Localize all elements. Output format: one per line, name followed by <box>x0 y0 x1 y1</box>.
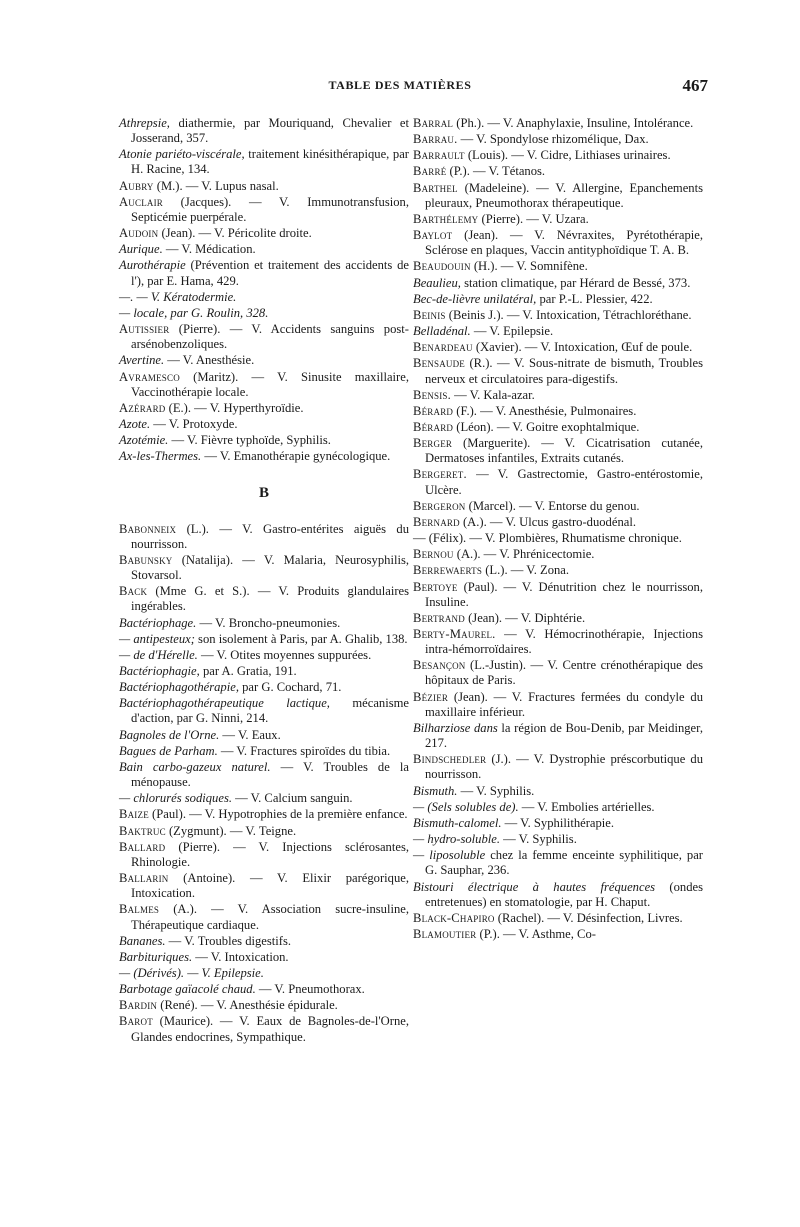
entry-text: — V. Fractures spiroïdes du tibia. <box>217 743 391 758</box>
entry-heading: Bergeron <box>413 498 466 513</box>
index-entry <box>413 927 703 942</box>
entry-text: (E.). — V. Hyperthyroïdie. <box>165 400 304 415</box>
entry-heading: Bismuth. <box>413 783 458 798</box>
index-entry <box>413 148 703 163</box>
index-entry <box>119 116 409 146</box>
entry-heading: Bactériophagothérapeutique lactique, <box>119 696 330 711</box>
entry-heading: Benardeau <box>413 340 473 355</box>
index-entry <box>119 1014 409 1044</box>
index-entry <box>119 934 409 949</box>
entry-text: (Paul). — V. Hypotrophies de la première enfance. <box>148 807 408 822</box>
entry-heading: Bain carbo-gazeux naturel. <box>119 759 271 774</box>
entry-heading: Bertrand <box>413 610 465 625</box>
running-head <box>0 78 800 102</box>
entry-heading: Bactériophage. <box>119 615 197 630</box>
index-entry <box>413 752 703 782</box>
index-entry <box>413 340 703 355</box>
index-entry <box>413 324 703 339</box>
index-entry <box>119 584 409 614</box>
entry-text: — V. Spondylose rhizomélique, Dax. <box>457 132 649 147</box>
index-entry <box>413 721 703 751</box>
entry-heading: Azote. <box>119 416 151 431</box>
entry-heading: Balmes <box>119 902 160 917</box>
entry-heading: Bérard <box>413 419 454 434</box>
index-entry <box>119 871 409 901</box>
index-entry <box>413 515 703 530</box>
entry-heading: Bensis. <box>413 387 451 402</box>
index-entry <box>119 147 409 177</box>
entry-heading: Baktruc <box>119 823 166 838</box>
index-entry <box>119 322 409 352</box>
entry-heading: Barrau. <box>413 132 458 147</box>
index-entry <box>413 499 703 514</box>
entry-text: diathermie, par Mouriquand, Chevalier et Josserand, 357. <box>131 116 409 146</box>
index-entry <box>119 982 409 997</box>
entry-text: —. — V. Kératodermie. <box>119 289 237 304</box>
entry-text: traitement kinésithérapique, par H. Racine, 134. <box>131 147 409 177</box>
index-entry <box>119 258 409 288</box>
entry-heading: Bernard <box>413 514 460 529</box>
index-entry <box>413 880 703 910</box>
entry-text: (P.). — V. Asthme, Co- <box>476 926 596 941</box>
index-entry <box>119 290 409 305</box>
index-entry <box>119 840 409 870</box>
entry-heading: Bilharziose dans <box>413 720 498 735</box>
index-entry <box>413 832 703 847</box>
entry-text: (L.). — V. Zona. <box>482 563 570 578</box>
entry-heading: Aurique. <box>119 242 163 257</box>
entry-heading: Bézier <box>413 689 449 704</box>
entry-heading: Barré <box>413 164 447 179</box>
entry-text: (ondes entretenues) en stomatologie, par H. Chaput. <box>425 879 703 909</box>
entry-text: (M.). — V. Lupus nasal. <box>153 178 279 193</box>
entry-text: — V. Médication. <box>162 242 256 257</box>
index-entry <box>119 791 409 806</box>
index-entry <box>119 902 409 932</box>
entry-text: (Xavier). — V. Intoxication, Œuf de poule. <box>472 340 693 355</box>
index-entry <box>413 436 703 466</box>
entry-text: (A.). — V. Ulcus gastro-duodénal. <box>459 514 636 529</box>
index-entry <box>413 627 703 657</box>
index-entry <box>413 848 703 878</box>
entry-text: (Beinis J.). — V. Intoxication, Tétrachloréthane. <box>445 307 692 322</box>
entry-heading: Bertoye <box>413 579 458 594</box>
entry-heading: Bananes. <box>119 933 166 948</box>
entry-text: (Jacques). — V. Immunotransfusion, Septicémie puerpérale. <box>131 194 409 224</box>
index-entry <box>119 966 409 981</box>
entry-text: (Zygmunt). — V. Teigne. <box>165 823 297 838</box>
index-entry <box>413 132 703 147</box>
index-entry <box>413 259 703 274</box>
entry-heading: Belladénal. <box>413 324 471 339</box>
entry-heading: Bernou <box>413 547 454 562</box>
entry-text: — V. Gastrectomie, Gastro-entérostomie, Ulcère. <box>425 467 703 497</box>
entry-text: (Jean). — V. Péricolite droite. <box>158 226 312 241</box>
entry-text: (Madeleine). — V. Allergine, Epanchements pleuraux, Pneumothorax thérapeutique. <box>425 180 703 210</box>
index-entry <box>413 690 703 720</box>
index-entry <box>413 181 703 211</box>
entry-text: — V. Kala-azar. <box>450 387 535 402</box>
entry-heading: — chlorurés sodiques. <box>119 791 232 806</box>
index-entry <box>413 228 703 258</box>
index-entry <box>413 784 703 799</box>
left-column <box>119 116 409 1046</box>
entry-text: station climatique, par Hérard de Bessé, 373. <box>460 275 691 290</box>
index-entry <box>413 276 703 291</box>
entry-heading: Autissier <box>119 322 170 337</box>
entry-text: (Louis). — V. Cidre, Lithiases urinaires. <box>464 148 671 163</box>
entry-heading: Bactériophagothérapie, <box>119 680 239 695</box>
entry-text: (Paul). — V. Dénutrition chez le nourrisson, Insuline. <box>425 579 703 609</box>
entry-text: (A.). — V. Association sucre-insuline, Thérapeutique cardiaque. <box>131 902 409 932</box>
entry-heading: — (Sels solubles de). <box>413 799 519 814</box>
entry-text: (Jean). — V. Névraxites, Pyrétothérapie, Sclérose en plaques, Vaccin antityphoïdique T. A. B. <box>425 228 703 258</box>
index-entry <box>413 911 703 926</box>
index-entry <box>119 522 409 552</box>
entry-text: — V. Syphilithérapie. <box>501 815 615 830</box>
entry-text: — V. Broncho-pneumonies. <box>196 615 341 630</box>
index-entry <box>119 760 409 790</box>
index-entry <box>413 420 703 435</box>
entry-text: (Marguerite). — V. Cicatrisation cutanée, Dermatoses infantiles, Extraits cutanés. <box>425 436 703 466</box>
entry-text: (J.). — V. Dystrophie préscorbutique du nourrisson. <box>425 752 703 782</box>
entry-heading: Avramesco <box>119 369 180 384</box>
section-letter: B <box>258 485 269 502</box>
entry-heading: — de d'Hérelle. <box>119 647 198 662</box>
entry-text: — V. Intoxication. <box>192 949 289 964</box>
entry-text: (Mme G. et S.). — V. Produits glandulaires ingérables. <box>131 584 409 614</box>
entry-text: (Maurice). — V. Eaux de Bagnoles-de-l'Orne, Glandes endocrines, Sympathique. <box>131 1014 409 1044</box>
entry-heading: Bactériophagie, <box>119 664 200 678</box>
entry-text: — V. Epilepsie. <box>470 324 554 339</box>
entry-heading: Blamoutier <box>413 926 477 941</box>
entry-heading: Babunsky <box>119 552 173 567</box>
index-entries-a <box>119 116 409 464</box>
entry-heading: Beaudouin <box>413 259 471 274</box>
index-entry <box>119 728 409 743</box>
entry-text: — locale, par G. Roulin, 328. <box>119 305 269 320</box>
entry-text: chez la femme enceinte syphilitique, par G. Sauphar, 236. <box>425 848 703 878</box>
entry-heading: Aubry <box>119 178 154 193</box>
entry-heading: Azotémie. <box>119 433 169 448</box>
entry-text: — V. Syphilis. <box>499 832 577 847</box>
index-entry <box>119 242 409 257</box>
entry-heading: Bergeret. <box>413 467 467 482</box>
entry-text: — V. Pneumothorax. <box>255 982 365 997</box>
index-entry <box>413 116 703 131</box>
entry-text: (Prévention et traitement des accidents de l'), par E. Hama, 429. <box>131 258 409 288</box>
entry-text: (H.). — V. Somnifène. <box>470 259 588 274</box>
entry-heading: Atonie pariéto-viscérale, <box>119 147 245 162</box>
entry-heading: — antipesteux; <box>119 631 195 646</box>
index-entry <box>413 580 703 610</box>
entry-text: (R.). — V. Sous-nitrate de bismuth, Troubles nerveux et circulatoires para-digestifs. <box>425 356 703 386</box>
entry-heading: Ballard <box>119 839 166 854</box>
entry-text: — V. Syphilis. <box>457 783 535 798</box>
entry-text: par P.-L. Plessier, 422. <box>536 291 653 306</box>
entry-heading: Babonneix <box>119 521 177 536</box>
entry-text: (Rachel). — V. Désinfection, Livres. <box>494 910 683 925</box>
entry-text: son isolement à Paris, par A. Ghalib, 138. <box>194 631 408 646</box>
entry-heading: Athrepsie, <box>119 116 170 130</box>
entry-heading: Berty-Maurel. <box>413 627 496 641</box>
entry-heading: Ax-les-Thermes. <box>119 449 202 464</box>
entry-text: par A. Gratia, 191. <box>199 664 297 678</box>
index-entry <box>413 388 703 403</box>
running-title: TABLE DES MATIÈRES <box>328 78 472 92</box>
entry-heading: Bagues de Parham. <box>119 743 218 758</box>
index-entry <box>413 467 703 497</box>
entry-heading: Besançon <box>413 658 466 673</box>
entry-heading: Azérard <box>119 400 166 415</box>
entry-text: (Maritz). — V. Sinusite maxillaire, Vaccinothérapie locale. <box>131 369 409 399</box>
index-entry <box>119 680 409 695</box>
index-entry <box>413 292 703 307</box>
entry-text: — V. Embolies artérielles. <box>518 799 655 814</box>
entry-heading: Barbotage gaïacolé chaud. <box>119 982 256 997</box>
entry-heading: Bagnoles de l'Orne. <box>119 727 220 742</box>
index-entry <box>119 433 409 448</box>
entry-heading: Bismuth-calomel. <box>413 815 502 830</box>
entry-heading: Bec-de-lièvre unilatéral, <box>413 291 537 306</box>
index-entry <box>413 308 703 323</box>
entry-heading: Aurothérapie <box>119 258 186 273</box>
index-entry <box>119 648 409 663</box>
entry-heading: Beinis <box>413 307 446 322</box>
index-entry <box>119 226 409 241</box>
index-entry <box>119 353 409 368</box>
entry-text: mécanisme d'action, par G. Ninni, 214. <box>131 696 409 726</box>
page-number: 467 <box>682 76 708 95</box>
entry-heading: — hydro-soluble. <box>413 832 500 847</box>
index-entry <box>119 306 409 321</box>
entry-heading: Barot <box>119 1014 153 1029</box>
entry-text: — V. Emanothérapie gynécologique. <box>201 449 391 464</box>
index-entry <box>413 212 703 227</box>
entry-heading: Black-Chapiro <box>413 910 495 925</box>
index-entry <box>413 658 703 688</box>
index-entry <box>413 611 703 626</box>
right-column <box>413 116 703 943</box>
entry-text: — V. Calcium sanguin. <box>232 791 353 806</box>
index-entry <box>413 563 703 578</box>
entry-text: (L.-Justin). — V. Centre crénothérapique des hôpitaux de Paris. <box>425 658 703 688</box>
entry-text: (Pierre). — V. Accidents sanguins post-arsénobenzoliques. <box>131 322 409 352</box>
entry-text: — V. Protoxyde. <box>150 416 238 431</box>
entry-text: — V. Troubles de la ménopause. <box>131 759 409 790</box>
entry-heading: Berger <box>413 436 453 451</box>
entry-text: (Ph.). — V. Anaphylaxie, Insuline, Intolérance. <box>453 116 694 130</box>
entry-text: (F.). — V. Anesthésie, Pulmonaires. <box>453 403 637 418</box>
entry-text: — (Félix). — V. Plombières, Rhumatisme chronique. <box>413 531 682 546</box>
entry-heading: Avertine. <box>119 353 165 368</box>
entry-heading: Barral <box>413 116 454 130</box>
entry-heading: — liposoluble <box>413 848 486 863</box>
index-entry <box>119 616 409 631</box>
index-entry <box>119 370 409 400</box>
index-entry <box>413 547 703 562</box>
index-entry <box>413 356 703 386</box>
entry-heading: Barthel <box>413 180 458 195</box>
index-entry <box>413 404 703 419</box>
index-entry <box>119 824 409 839</box>
entry-text: — V. Troubles digestifs. <box>165 933 292 948</box>
index-entry <box>119 696 409 726</box>
index-entry <box>413 800 703 815</box>
entry-heading: Bensaude <box>413 356 465 371</box>
index-entry <box>119 950 409 965</box>
index-entry <box>119 401 409 416</box>
entry-text: — V. Anesthésie. <box>164 353 255 368</box>
entry-text: — V. Eaux. <box>219 727 281 742</box>
index-entry <box>413 164 703 179</box>
entry-text: (Jean). — V. Fractures fermées du condyle du maxillaire inférieur. <box>425 689 703 719</box>
index-entries-b <box>119 522 409 1045</box>
entry-heading: Berrewaerts <box>413 563 483 578</box>
index-entry <box>119 179 409 194</box>
entry-heading: Bistouri électrique à hautes fréquences <box>413 879 656 894</box>
index-entry <box>119 553 409 583</box>
entry-text: (Pierre). — V. Injections sclérosantes, Rhinologie. <box>131 839 409 869</box>
entry-heading: Beaulieu, <box>413 275 461 290</box>
index-entry <box>119 632 409 647</box>
entry-text: — V. Fièvre typhoïde, Syphilis. <box>168 433 331 448</box>
entry-heading: Barthélemy <box>413 211 479 226</box>
entry-text: — (Dérivés). — V. Epilepsie. <box>119 965 264 980</box>
entry-heading: Barbituriques. <box>119 949 193 964</box>
entry-text: (René). — V. Anesthésie épidurale. <box>157 998 338 1013</box>
index-entry <box>119 449 409 464</box>
index-entry <box>413 816 703 831</box>
entry-heading: Bindschedler <box>413 752 487 767</box>
entry-text: par G. Cochard, 71. <box>238 680 342 695</box>
index-entry <box>119 195 409 225</box>
entry-heading: Auclair <box>119 194 163 209</box>
entry-heading: Ballarin <box>119 871 169 886</box>
entry-heading: Baize <box>119 807 149 822</box>
entry-heading: Bérard <box>413 403 454 418</box>
entry-text: (L.). — V. Gastro-entérites aiguës du nourrisson. <box>131 521 409 551</box>
index-entry <box>119 417 409 432</box>
entry-heading: Bardin <box>119 998 158 1013</box>
entry-text: — V. Hémocrinothérapie, Injections intra-hémorroïdaires. <box>425 627 703 657</box>
entry-heading: Barrault <box>413 148 465 163</box>
entry-heading: Audoin <box>119 226 159 241</box>
index-entry <box>119 998 409 1013</box>
entry-text: (Pierre). — V. Uzara. <box>478 211 589 226</box>
entry-text: (P.). — V. Tétanos. <box>446 164 546 179</box>
index-entry <box>119 744 409 759</box>
entry-text: (Jean). — V. Diphtérie. <box>464 610 586 625</box>
entry-text: (Natalija). — V. Malaria, Neurosyphilis, Stovarsol. <box>131 552 409 583</box>
entry-text: (Antoine). — V. Elixir parégorique, Intoxication. <box>131 871 409 901</box>
index-entry <box>119 807 409 822</box>
index-entry <box>119 664 409 679</box>
index-entry <box>413 531 703 546</box>
entry-text: (Marcel). — V. Entorse du genou. <box>465 498 640 513</box>
index-entries-right <box>413 116 703 942</box>
entry-text: (A.). — V. Phrénicectomie. <box>453 547 595 562</box>
entry-text: (Léon). — V. Goitre exophtalmique. <box>453 419 640 434</box>
entry-text: la région de Bou-Denib, par Meidinger, 217. <box>425 720 703 751</box>
entry-text: — V. Otites moyennes suppurées. <box>197 647 372 662</box>
entry-heading: Baylot <box>413 228 453 243</box>
entry-heading: Back <box>119 584 148 599</box>
